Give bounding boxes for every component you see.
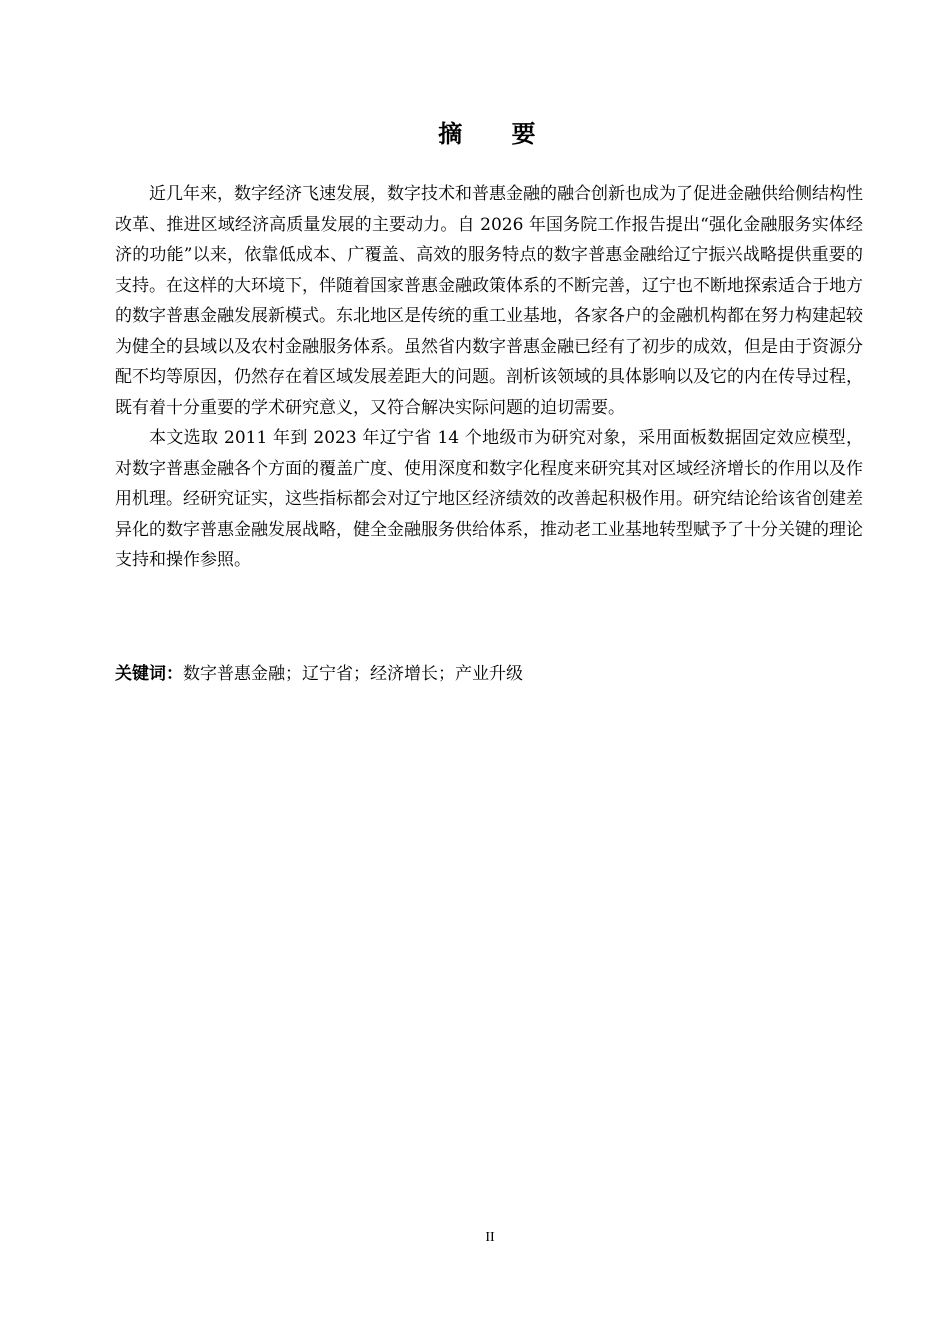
keywords-label: 关键词：	[115, 664, 183, 684]
abstract-paragraph-2: 本文选取 2011 年到 2023 年辽宁省 14 个地级市为研究对象，采用面板数据固定效应模型，对数字普惠金融各个方面的覆盖广度、使用深度和数字化程度来研究其对区域经济增长的作用以及作用机理。经研究证实，这些指标都会对辽宁地区经济绩效的改善起积极作用。研究结论给该省创建差异化的数字普惠金融发展战略，健全金融服务供给体系，推动老工业基地转型赋予了十分关键的理论支持和操作参照。	[115, 428, 863, 570]
title-char-2: 要	[511, 120, 537, 148]
page-number: II	[485, 1230, 495, 1245]
keywords-text: 数字普惠金融；辽宁省；经济增长；产业升级	[183, 664, 523, 684]
abstract-title	[0, 114, 950, 149]
abstract-body	[115, 179, 863, 576]
abstract-paragraph-1: 近几年来，数字经济飞速发展，数字技术和普惠金融的融合创新也成为了促进金融供给侧结构性改革、推进区域经济高质量发展的主要动力。自 2026 年国务院工作报告提出“强化金融服务实体经济的功能”以来，依靠低成本、广覆盖、高效的服务特点的数字普惠金融给辽宁振兴战略提供重要的支持。在这样的大环境下，伴随着国家普惠金融政策体系的不断完善，辽宁也不断地探索适合于地方的数字普惠金融发展新模式。东北地区是传统的重工业基地，各家各户的金融机构都在努力构建起较为健全的县域以及农村金融服务体系。虽然省内数字普惠金融已经有了初步的成效，但是由于资源分配不均等原因，仍然存在着区域发展差距大的问题。剖析该领域的具体影响以及它的内在传导过程，既有着十分重要的学术研究意义，又符合解决实际问题的迫切需要。	[115, 184, 863, 418]
keywords-line	[115, 659, 863, 689]
title-char-1: 摘	[438, 120, 464, 148]
